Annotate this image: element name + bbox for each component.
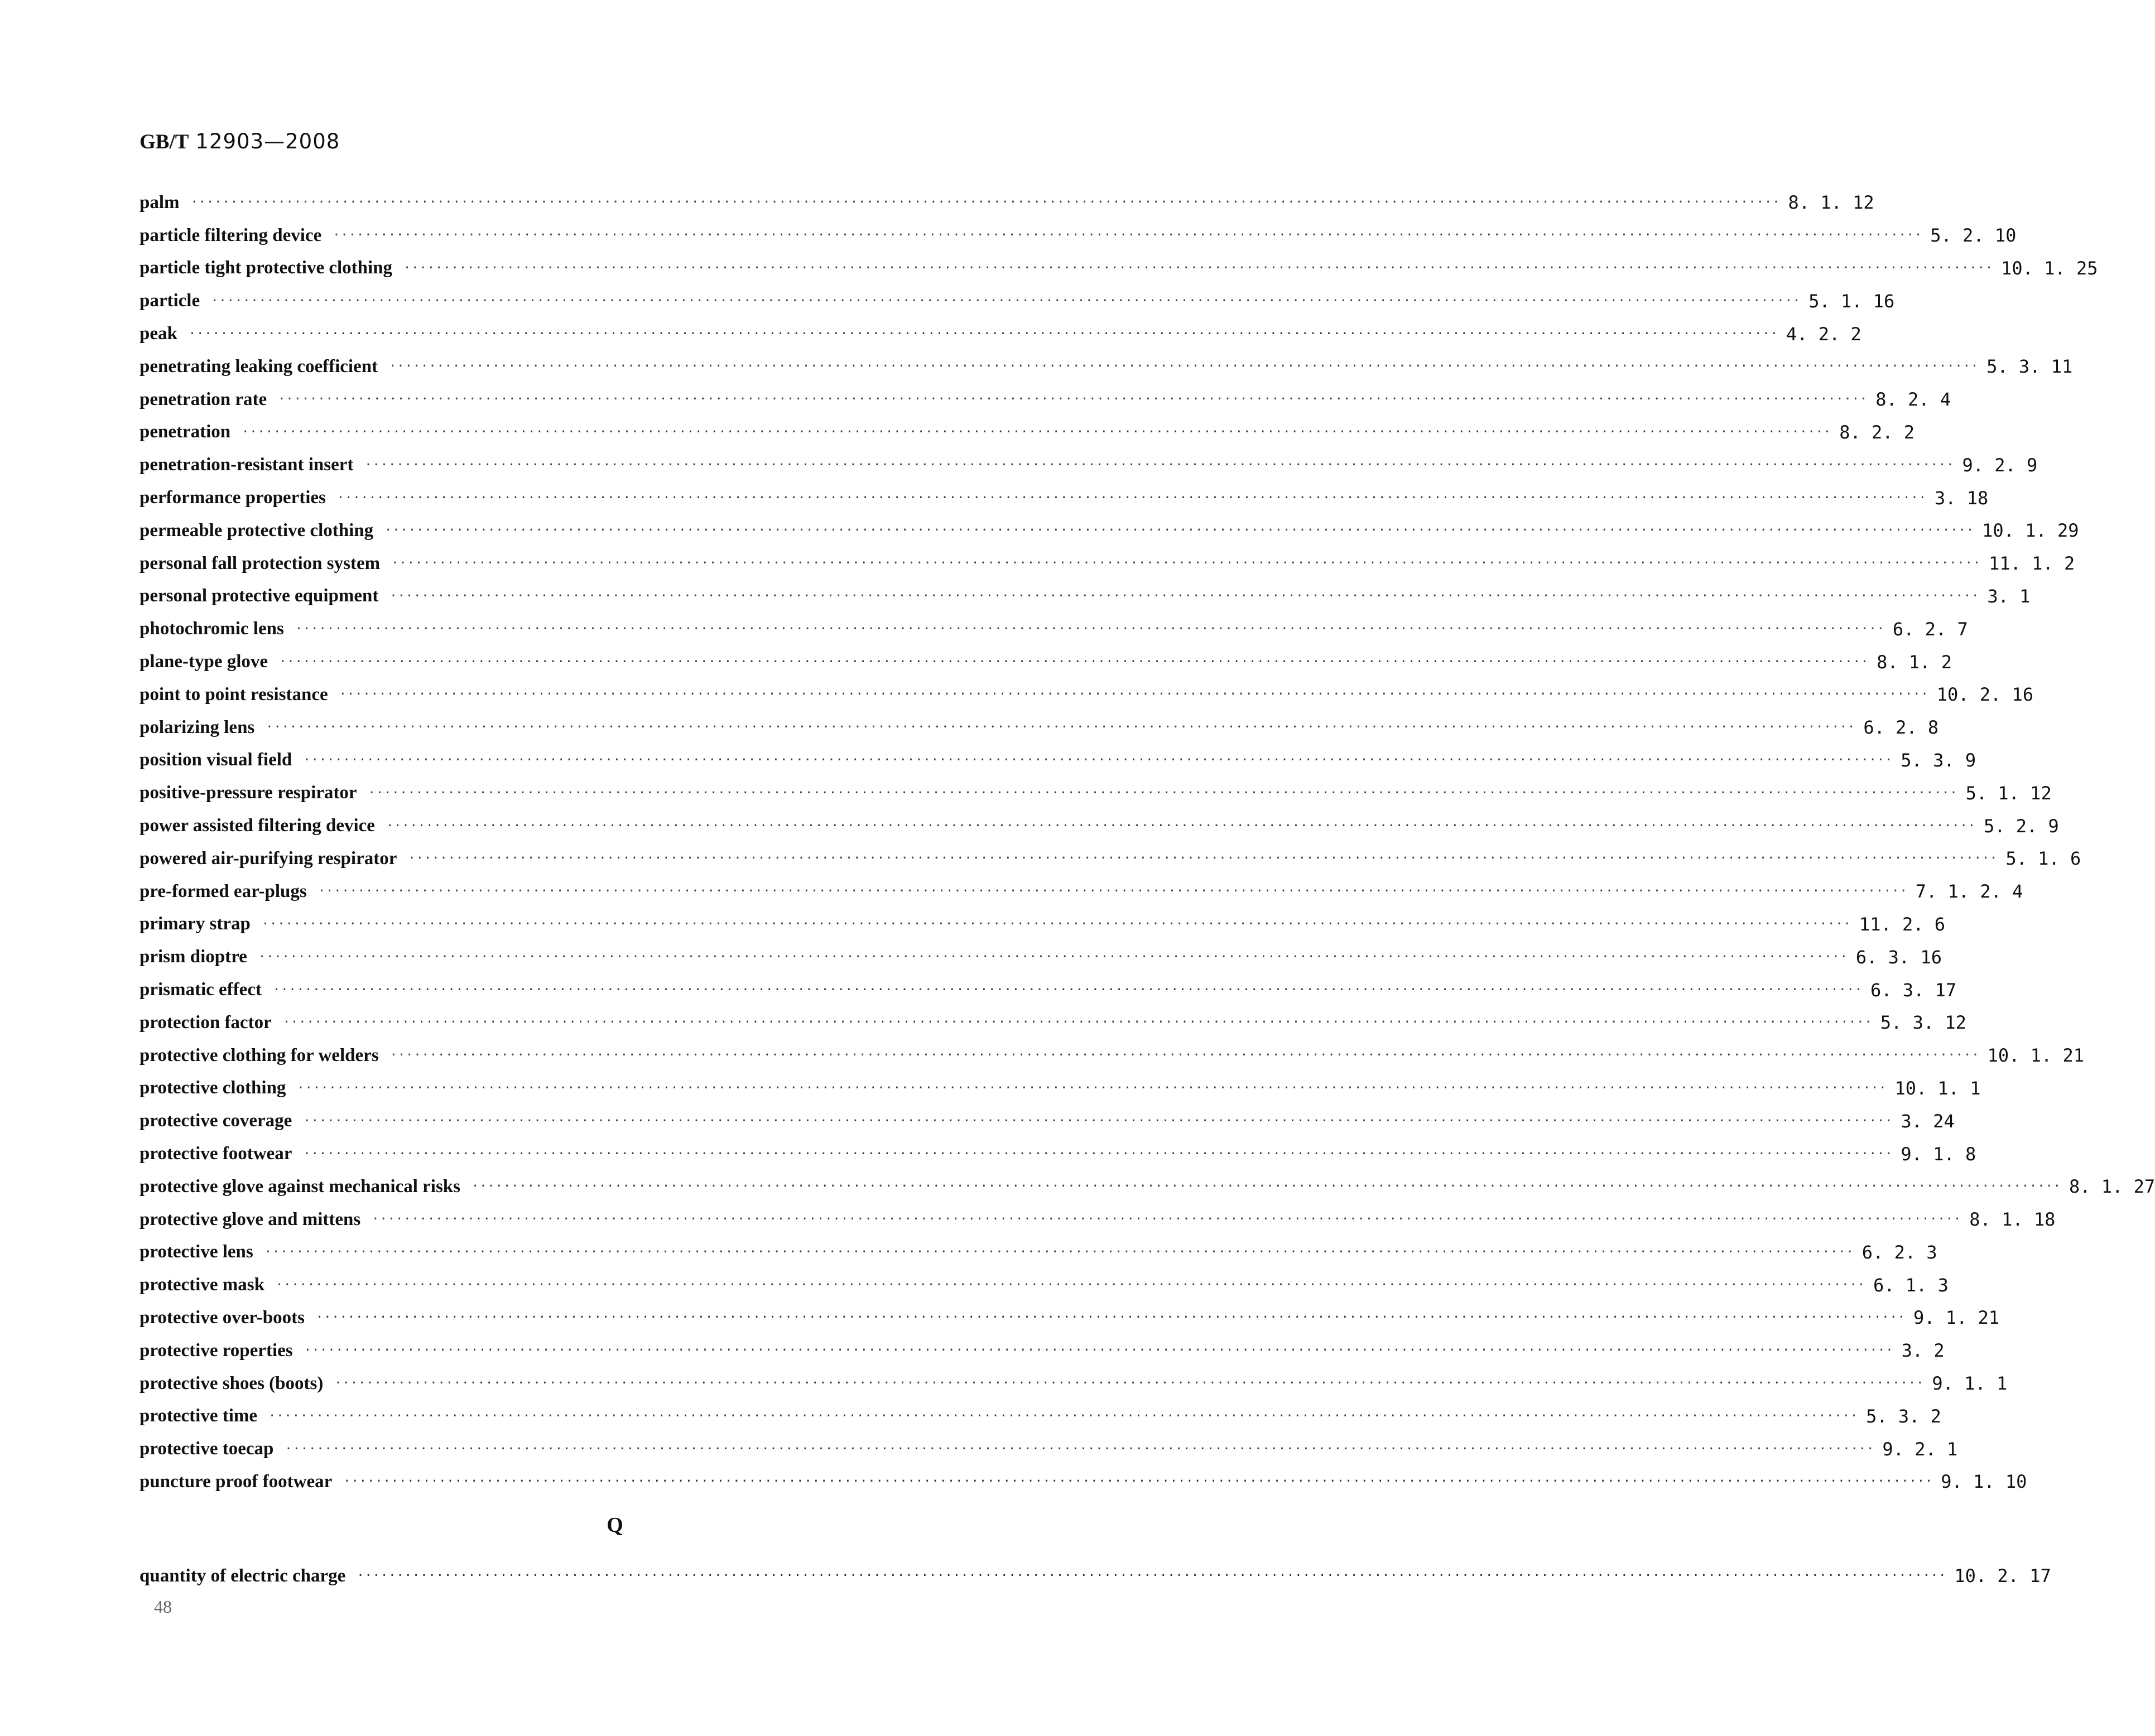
- index-entry: [140, 1039, 2085, 1072]
- dot-leader: ········································································································································································································: [384, 523, 1975, 538]
- index-term: protective over-boots: [140, 1307, 305, 1328]
- dot-leader: ········································································································································································································: [261, 917, 1851, 931]
- index-reference: 6. 2. 7: [1892, 618, 1968, 640]
- index-reference: 8. 1. 27: [2069, 1176, 2155, 1198]
- index-entry: [140, 908, 1946, 941]
- index-term: protective shoes (boots): [140, 1373, 324, 1393]
- dot-leader: ········································································································································································································: [333, 228, 1923, 243]
- dot-leader: ········································································································································································································: [258, 949, 1848, 964]
- index-entry: [140, 580, 2031, 613]
- index-entry: [140, 219, 2017, 252]
- index-term: protective clothing for welders: [140, 1045, 379, 1065]
- index-entry: [140, 481, 1989, 514]
- index-reference: 10. 2. 17: [1954, 1565, 2051, 1587]
- index-reference: 6. 3. 16: [1855, 946, 1942, 968]
- index-term: penetration rate: [140, 389, 267, 409]
- index-reference: 8. 2. 2: [1839, 421, 1915, 443]
- index-term: protective mask: [140, 1275, 264, 1295]
- index-reference: 5. 3. 11: [1986, 356, 2073, 378]
- index-entry: [140, 711, 1939, 744]
- index-term: powered air-purifying respirator: [140, 848, 397, 869]
- section-letter-q: Q: [607, 1513, 623, 1537]
- dot-leader: ········································································································································································································: [368, 785, 1958, 800]
- index-entry: [140, 1137, 1976, 1170]
- index-entry: [140, 1400, 1941, 1433]
- index-reference: 9. 2. 1: [1882, 1438, 1958, 1460]
- index-term: protective roperties: [140, 1340, 293, 1361]
- dot-leader: ········································································································································································································: [211, 293, 1801, 308]
- dot-leader: ········································································································································································································: [357, 1569, 1947, 1583]
- index-reference: 6. 2. 3: [1861, 1241, 1937, 1263]
- index-reference: 6. 1. 3: [1873, 1274, 1949, 1296]
- dot-leader: ········································································································································································································: [278, 392, 1868, 407]
- dot-leader: ········································································································································································································: [343, 1474, 1933, 1489]
- dot-leader: ········································································································································································································: [334, 1376, 1925, 1391]
- index-reference: 6. 2. 8: [1863, 717, 1939, 739]
- index-entry: [140, 416, 1915, 449]
- index-term: protective time: [140, 1406, 258, 1426]
- index-entry: [140, 1072, 1981, 1105]
- index-entry: [140, 941, 1942, 973]
- index-term: protection factor: [140, 1012, 272, 1033]
- index-reference: 5. 2. 10: [1930, 225, 2017, 247]
- index-term: particle tight protective clothing: [140, 258, 393, 278]
- index-entry: [140, 1301, 2000, 1334]
- index-reference: 5. 3. 2: [1866, 1405, 1941, 1427]
- index-term: protective lens: [140, 1242, 253, 1262]
- index-term: particle filtering device: [140, 225, 322, 245]
- dot-leader: ········································································································································································································: [339, 687, 1929, 702]
- index-entry: [140, 1269, 1949, 1301]
- index-entry: [140, 1170, 2155, 1203]
- index-entry: [140, 1367, 2008, 1400]
- index-entry: [140, 350, 2073, 383]
- dot-leader: ········································································································································································································: [304, 1343, 1894, 1358]
- dot-leader: ········································································································································································································: [372, 1212, 1962, 1227]
- index-term: quantity of electric charge: [140, 1565, 346, 1586]
- index-term: protective footwear: [140, 1144, 292, 1164]
- dot-leader: ········································································································································································································: [472, 1179, 2062, 1194]
- index-term: photochromic lens: [140, 619, 284, 639]
- index-term: point to point resistance: [140, 684, 328, 705]
- index-reference: 3. 18: [1934, 487, 1989, 509]
- index-term: position visual field: [140, 750, 292, 770]
- index-entry: [140, 1560, 2051, 1593]
- index-term: polarizing lens: [140, 717, 255, 737]
- index-entry: [140, 777, 2052, 809]
- index-entry: [140, 1465, 2027, 1498]
- index-reference: 3. 1: [1987, 585, 2031, 607]
- index-reference: 9. 2. 9: [1962, 454, 2038, 476]
- index-term: positive-pressure respirator: [140, 783, 357, 803]
- index-term: primary strap: [140, 914, 251, 934]
- dot-leader: ········································································································································································································: [303, 1113, 1893, 1128]
- index-term: plane-type glove: [140, 652, 268, 672]
- index-term: protective glove against mechanical risks: [140, 1176, 460, 1197]
- index-entry: [140, 613, 1968, 645]
- dot-leader: ········································································································································································································: [285, 1441, 1875, 1456]
- index-term: power assisted filtering device: [140, 816, 375, 836]
- index-entry: [140, 547, 2075, 580]
- index-reference: 8. 1. 18: [1969, 1209, 2056, 1231]
- index-term: protective glove and mittens: [140, 1209, 361, 1229]
- index-entry: [140, 1203, 2056, 1236]
- index-term: penetration: [140, 422, 231, 442]
- dot-leader: ········································································································································································································: [408, 851, 1998, 866]
- index-term: permeable protective clothing: [140, 520, 374, 541]
- index-entry: [140, 383, 1951, 416]
- index-reference: 10. 2. 16: [1936, 684, 2034, 706]
- dot-leader: ········································································································································································································: [279, 654, 1869, 669]
- index-reference: 5. 1. 12: [1965, 782, 2052, 804]
- index-entries-p: [140, 186, 2155, 1498]
- dot-leader: ········································································································································································································: [295, 621, 1885, 636]
- index-term: particle: [140, 291, 200, 311]
- index-reference: 6. 3. 17: [1870, 979, 1957, 1001]
- index-reference: 8. 1. 2: [1877, 651, 1952, 673]
- standard-number: 12903—2008: [195, 129, 340, 153]
- index-reference: 9. 1. 10: [1941, 1471, 2027, 1493]
- dot-leader: ········································································································································································································: [389, 589, 1980, 603]
- dot-leader: ········································································································································································································: [272, 982, 1863, 997]
- index-term: palm: [140, 192, 180, 213]
- index-term: puncture proof footwear: [140, 1471, 333, 1492]
- index-reference: 5. 3. 12: [1880, 1012, 1966, 1034]
- index-reference: 10. 1. 25: [2001, 257, 2098, 279]
- index-reference: 10. 1. 1: [1894, 1077, 1981, 1099]
- dot-leader: ········································································································································································································: [316, 1310, 1906, 1325]
- document-header: [140, 129, 340, 154]
- index-term: protective toecap: [140, 1439, 274, 1459]
- index-reference: 3. 2: [1901, 1340, 1945, 1362]
- index-term: personal protective equipment: [140, 586, 379, 606]
- index-entry: [140, 1334, 1945, 1367]
- index-entry: [140, 514, 2079, 547]
- index-reference: 8. 2. 4: [1875, 389, 1951, 411]
- index-term: pre-formed ear-plugs: [140, 881, 307, 901]
- dot-leader: ········································································································································································································: [364, 457, 1955, 472]
- index-reference: 3. 24: [1901, 1110, 1955, 1132]
- dot-leader: ········································································································································································································: [190, 195, 1781, 210]
- dot-leader: ········································································································································································································: [297, 1081, 1887, 1095]
- dot-leader: ········································································································································································································: [268, 1409, 1859, 1423]
- index-reference: 5. 1. 6: [2005, 848, 2081, 870]
- dot-leader: ········································································································································································································: [303, 753, 1893, 767]
- index-term: protective coverage: [140, 1111, 292, 1131]
- index-reference: 9. 1. 8: [1901, 1143, 1976, 1165]
- index-reference: 5. 1. 16: [1808, 290, 1895, 312]
- index-entry: [140, 875, 2023, 908]
- dot-leader: ········································································································································································································: [318, 884, 1908, 899]
- index-entry: [140, 744, 1976, 777]
- index-entry: [140, 186, 1874, 219]
- index-entry: [140, 973, 1957, 1006]
- index-reference: 9. 1. 1: [1932, 1373, 2008, 1395]
- index-entry: [140, 1105, 1955, 1137]
- index-entry: [140, 678, 2034, 711]
- index-entry: [140, 809, 2059, 842]
- dot-leader: ········································································································································································································: [188, 326, 1778, 341]
- index-reference: 5. 3. 9: [1901, 749, 1976, 771]
- index-term: penetrating leaking coefficient: [140, 356, 378, 377]
- index-entry: [140, 252, 2098, 285]
- index-reference: 10. 1. 21: [1987, 1045, 2085, 1067]
- index-reference: 10. 1. 29: [1982, 520, 2079, 542]
- index-entry: [140, 284, 1895, 317]
- index-term: protective clothing: [140, 1078, 286, 1098]
- index-term: prismatic effect: [140, 980, 262, 1000]
- dot-leader: ········································································································································································································: [391, 556, 1981, 571]
- index-reference: 11. 1. 2: [1989, 553, 2075, 575]
- standard-code: GB/T: [140, 131, 189, 153]
- index-term: prism dioptre: [140, 947, 247, 967]
- index-reference: 4. 2. 2: [1786, 323, 1861, 345]
- index-entry: [140, 1006, 1966, 1039]
- dot-leader: ········································································································································································································: [336, 490, 1927, 505]
- index-term: performance properties: [140, 488, 326, 508]
- index-reference: 5. 2. 9: [1983, 815, 2059, 837]
- index-entry: [140, 1433, 1958, 1465]
- index-entry: [140, 842, 2081, 875]
- index-term: peak: [140, 324, 177, 344]
- dot-leader: ········································································································································································································: [386, 818, 1976, 833]
- dot-leader: ········································································································································································································: [242, 425, 1832, 439]
- index-entry: [140, 449, 2038, 481]
- dot-leader: ········································································································································································································: [275, 1277, 1865, 1292]
- dot-leader: ········································································································································································································: [403, 261, 1994, 275]
- index-reference: 9. 1. 21: [1913, 1307, 2000, 1329]
- index-reference: 11. 2. 6: [1859, 913, 1946, 935]
- index-term: penetration-resistant insert: [140, 455, 354, 475]
- dot-leader: ········································································································································································································: [303, 1146, 1893, 1161]
- dot-leader: ········································································································································································································: [282, 1015, 1873, 1030]
- index-entry: [140, 317, 1861, 350]
- dot-leader: ········································································································································································································: [389, 1048, 1980, 1063]
- index-entry: [140, 1236, 1937, 1269]
- index-reference: 7. 1. 2. 4: [1915, 881, 2023, 903]
- index-entry: [140, 645, 1952, 678]
- index-term: personal fall protection system: [140, 553, 381, 573]
- dot-leader: ········································································································································································································: [266, 720, 1856, 735]
- index-entries-q: [140, 1560, 2051, 1593]
- index-reference: 8. 1. 12: [1788, 192, 1874, 214]
- dot-leader: ········································································································································································································: [264, 1245, 1854, 1259]
- dot-leader: ········································································································································································································: [389, 359, 1979, 374]
- page-number: 48: [154, 1597, 172, 1617]
